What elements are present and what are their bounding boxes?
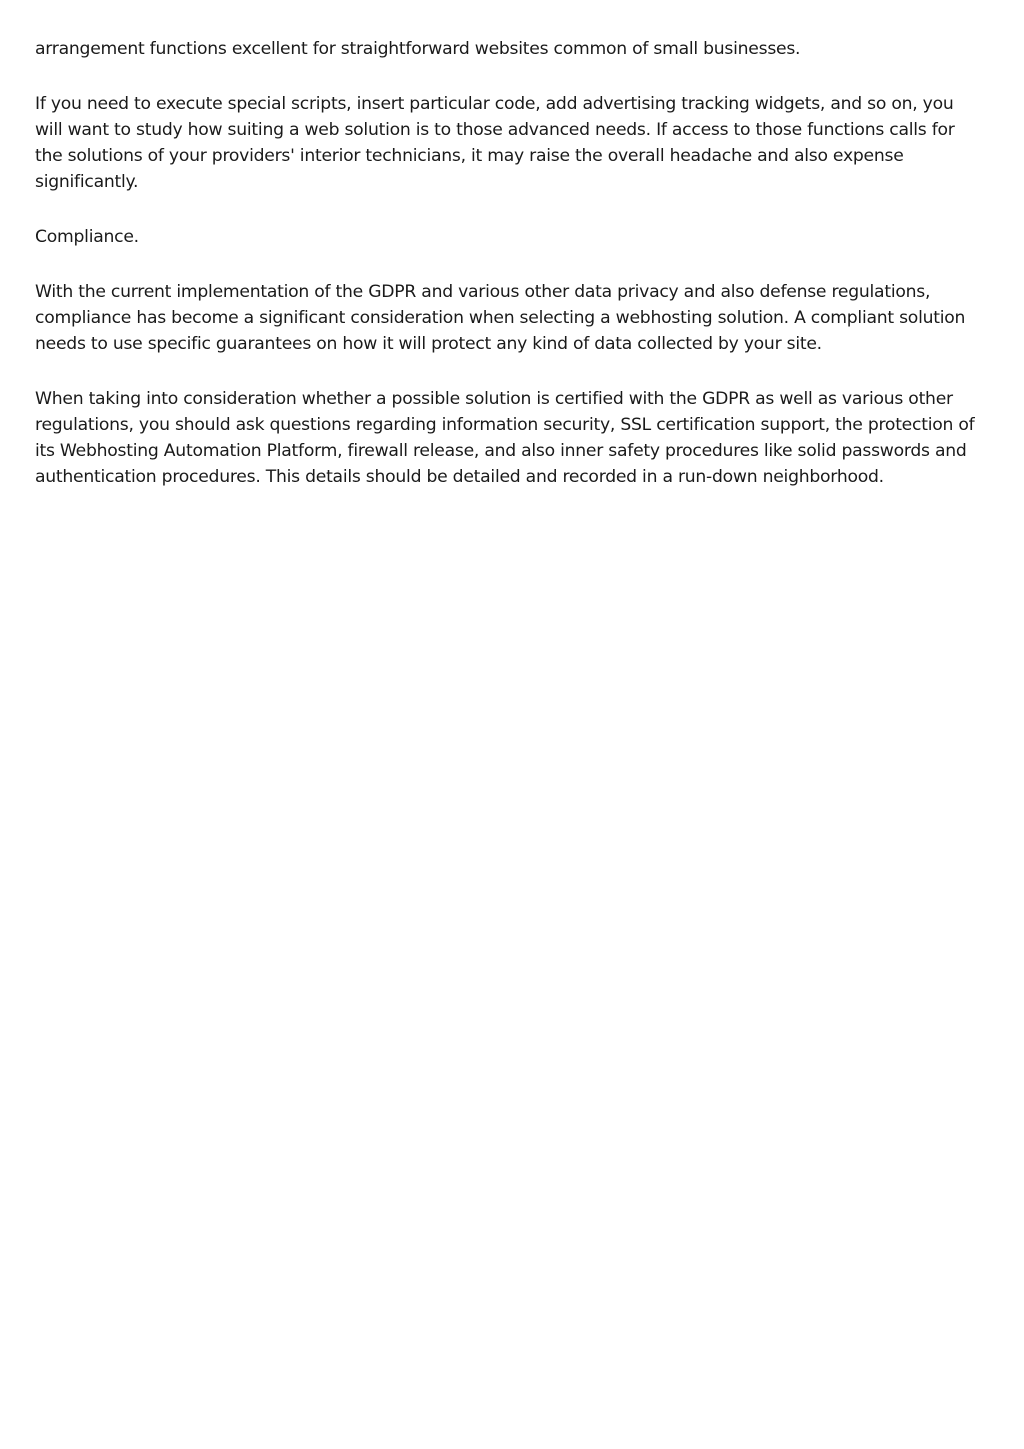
paragraph-gdpr-certification: When taking into consideration whether a possible solution is certified with the GDPR as well as various other regulations, you should ask questions regarding information security, SSL certification support, the protection of its Webhosting Automation Platform, firewall release, and also inner safety procedures like solid passwords and authentication procedures. This details should be detailed and recorded in a run-down neighborhood.	[35, 389, 975, 487]
paragraph-arrangement-functions: arrangement functions excellent for straightforward websites common of small businesses.	[35, 39, 801, 59]
paragraph-gdpr-implementation: With the current implementation of the GDPR and various other data privacy and also defense regulations, compliance has become a significant consideration when selecting a webhosting solution. A compliant solution needs to use specific guarantees on how it will protect any kind of data collected by your site.	[35, 282, 966, 354]
paragraph-special-scripts: If you need to execute special scripts, insert particular code, add advertising tracking widgets, and so on, you will want to study how suiting a web solution is to those advanced needs. If access to those functions calls for the solutions of your providers' interior technicians, it may raise the overall headache and also expense significantly.	[35, 94, 955, 192]
section-heading-compliance: Compliance.	[35, 227, 139, 247]
document-page	[35, 36, 985, 519]
